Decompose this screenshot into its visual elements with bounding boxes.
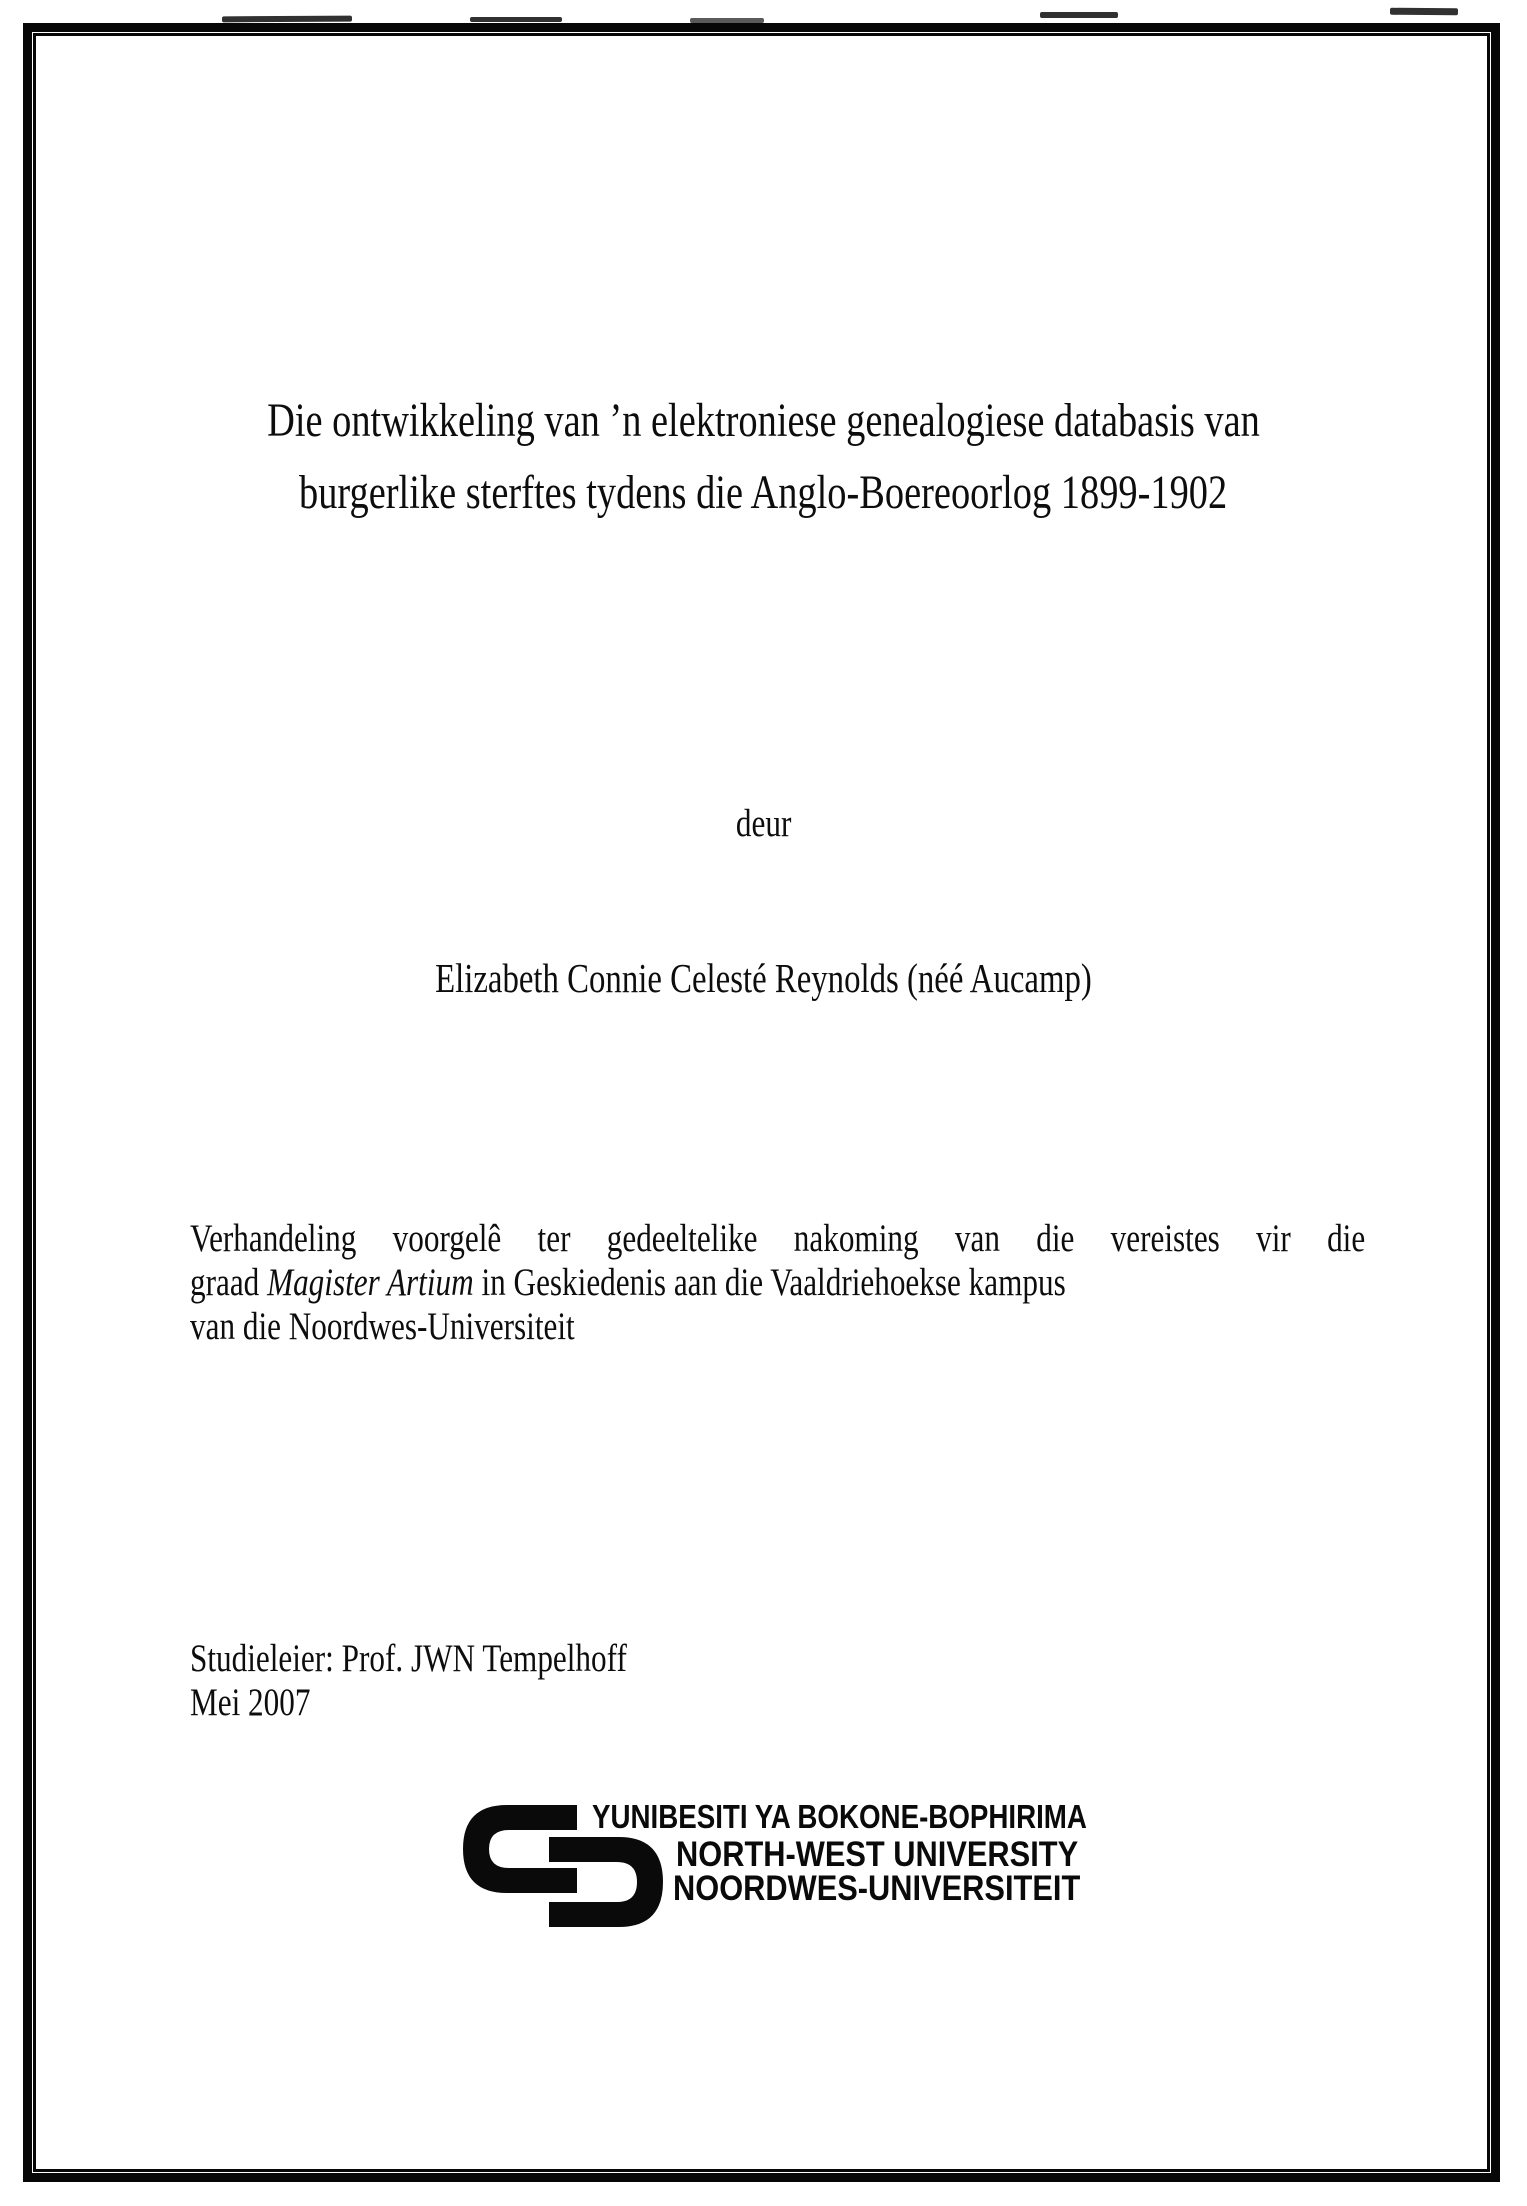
statement-line-3: van die Noordwes-Universiteit (190, 1305, 575, 1348)
date-text: Mei 2007 (190, 1681, 311, 1724)
author-name-text: Elizabeth Connie Celesté Reynolds (néé Aucamp) (435, 955, 1092, 1001)
author-name (0, 955, 1527, 1001)
scan-artifact (1390, 8, 1458, 15)
thesis-title-line-2 (0, 466, 1527, 519)
thesis-title-text-2: burgerlike sterftes tydens die Anglo-Boereoorlog 1899-1902 (299, 466, 1228, 519)
scan-artifact (1040, 12, 1118, 18)
scan-artifact (222, 16, 352, 23)
logo-wordmark-line-3: NOORDWES-UNIVERSITEIT (673, 1869, 1081, 1908)
degree-name-italic: Magister Artium (267, 1261, 474, 1304)
logo-wordmark-line-2: NORTH-WEST UNIVERSITY (676, 1835, 1079, 1874)
byline-deur (0, 804, 1527, 843)
supervisor-line (190, 1639, 736, 1678)
byline-text: deur (735, 802, 792, 845)
scan-artifact (470, 17, 562, 22)
thesis-title-text-1: Die ontwikkeling van ’n elektroniese genealogiese databasis van (267, 394, 1260, 447)
thesis-title-line-1 (0, 394, 1527, 447)
supervisor-text: Studieleier: Prof. JWN Tempelhoff (190, 1637, 627, 1680)
date-line (190, 1683, 341, 1722)
statement-line-2-post: in Geskiedenis aan die Vaaldriehoekse kampus (473, 1261, 1066, 1304)
statement-line-1: Verhandeling voorgelê ter gedeeltelike nakoming van die vereistes vir die (190, 1217, 1366, 1260)
logo-wordmark-line-1: YUNIBESITI YA BOKONE-BOPHIRIMA (592, 1798, 1087, 1835)
statement-line-2 (190, 1263, 1285, 1302)
statement-line-2-pre: graad (190, 1261, 268, 1304)
